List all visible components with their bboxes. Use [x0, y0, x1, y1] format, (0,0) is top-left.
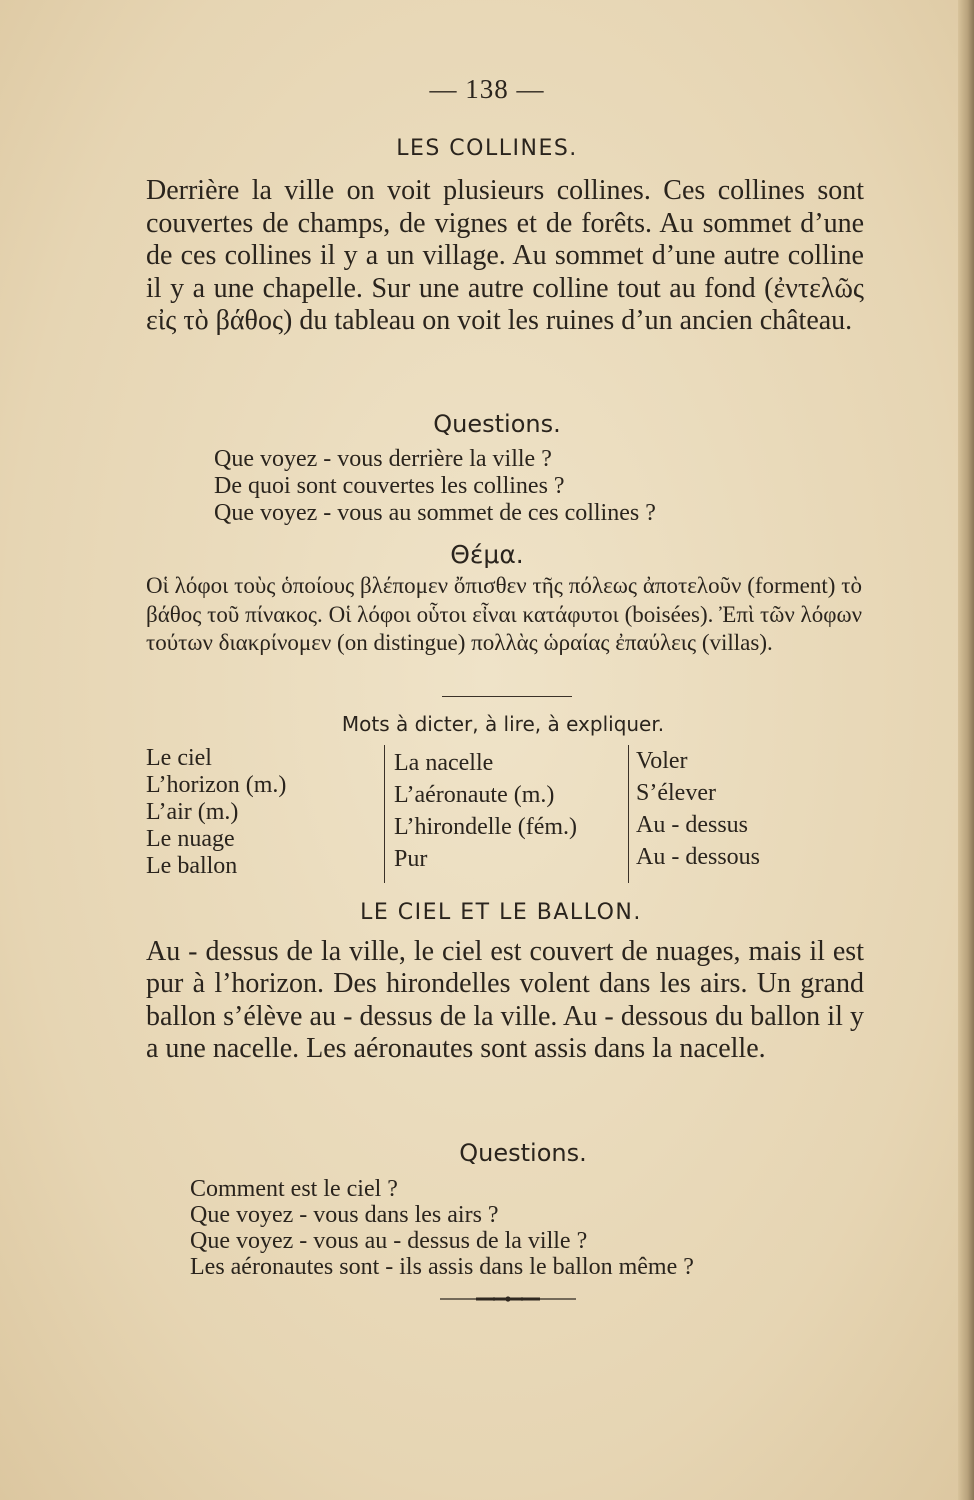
vocabulary-word: L’horizon (m.) — [146, 772, 287, 798]
vocabulary-word: Au - dessus — [636, 812, 748, 838]
question-item: Comment est le ciel ? — [190, 1176, 398, 1202]
questions-list-1 — [214, 446, 656, 527]
vocabulary-title: Mots à dicter, à lire, à expliquer. — [341, 712, 665, 736]
vocabulary-column-1 — [146, 745, 286, 880]
paragraph-ciel-ballon: Au - dessus de la ville, le ciel est couvert de nuages, mais il est pur à l’horizon. Des hirondelles volent dans les airs. Un grand ballon s’élève au - dessus de la ville. Au - dessous du ballon il y a une nacelle. Les aéronautes sont assis dans la nacelle. — [146, 936, 864, 1064]
paragraph-collines: Derrière la ville on voit plusieurs collines. Ces collines sont couvertes de champs, de vignes et de forêts. Au sommet d’une de ces collines il y a un village. Au sommet d’une autre colline il y a une chapelle. Sur une autre colline tout au fond (ἐντελῶς εἰς τὸ βάθος) du tableau on voit les ruines d’un ancien château. — [146, 175, 864, 336]
question-item: De quoi sont couvertes les collines ? — [214, 473, 565, 499]
vocabulary-word: Le nuage — [146, 826, 235, 852]
question-item: Que voyez - vous au sommet de ces collines ? — [214, 500, 656, 526]
vocabulary-word: L’air (m.) — [146, 799, 239, 825]
section-title-ciel-ballon: LE CIEL ET LE BALLON. — [360, 900, 642, 925]
questions-list-2 — [190, 1176, 694, 1280]
question-item: Les aéronautes sont - ils assis dans le ballon même ? — [190, 1254, 694, 1280]
theme-text: Οἱ λόφοι τοὺς ὁποίους βλέπομεν ὄπισθεν τῆς πόλεως ἀποτελοῦν (forment) τὸ βάθος τοῦ πίνακος. Οἱ λόφοι οὗτοι εἶναι κατάφυτοι (boisées). Ἐπὶ τῶν λόφων τούτων διακρίνομεν (on distingue) πολλὰς ὡραίας ἐπαύλεις (villas). — [146, 573, 862, 655]
theme-title: Θέμα. — [450, 540, 524, 569]
questions-title-2: Questions. — [459, 1139, 587, 1167]
questions-title-1: Questions. — [433, 410, 561, 438]
vocabulary-table — [146, 745, 866, 883]
vocabulary-word: Le ciel — [146, 745, 212, 771]
vocabulary-word: La nacelle — [394, 750, 494, 776]
vocabulary-word: Pur — [394, 846, 428, 872]
vocabulary-column-3 — [636, 745, 760, 873]
vocabulary-word: Le ballon — [146, 853, 238, 879]
vocabulary-word: L’hirondelle (fém.) — [394, 814, 578, 840]
question-item: Que voyez - vous dans les airs ? — [190, 1202, 499, 1228]
column-separator — [628, 745, 629, 883]
vocabulary-column-2 — [394, 747, 577, 875]
page-number: — 138 — — [429, 74, 545, 104]
page-edge — [958, 0, 974, 1500]
vocabulary-word: S’élever — [636, 780, 716, 806]
vocabulary-word: Au - dessous — [636, 844, 760, 870]
vocabulary-word: L’aéronaute (m.) — [394, 782, 555, 808]
vocabulary-word: Voler — [636, 748, 688, 774]
ornament-rule — [440, 1296, 576, 1302]
question-item: Que voyez - vous derrière la ville ? — [214, 446, 552, 472]
question-item: Que voyez - vous au - dessus de la ville ? — [190, 1228, 588, 1254]
section-title-collines: LES COLLINES. — [396, 136, 578, 161]
divider-rule — [442, 696, 572, 697]
column-separator — [384, 745, 385, 883]
